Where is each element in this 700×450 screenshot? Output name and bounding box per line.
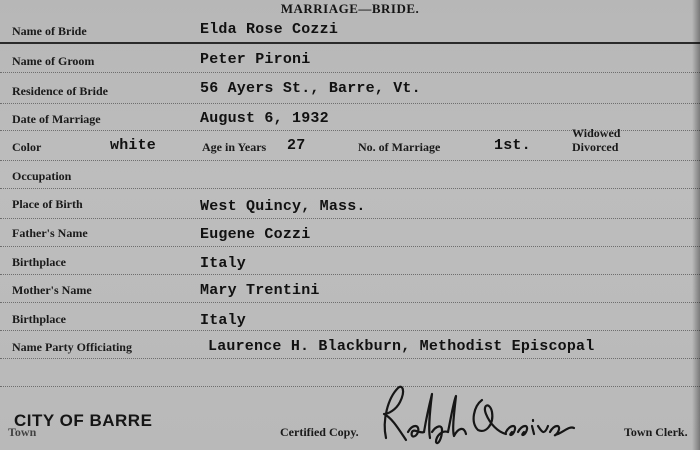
row-rule <box>0 218 700 219</box>
mother-name-label: Mother's Name <box>12 283 92 297</box>
row-rule <box>0 103 700 104</box>
color-value: white <box>110 137 157 154</box>
father-birthplace-value: Italy <box>200 255 247 272</box>
marriage-number-value: 1st. <box>494 137 531 154</box>
card-edge-shadow <box>692 0 700 450</box>
father-name-value: Eugene Cozzi <box>200 226 311 243</box>
father-birthplace-label: Birthplace <box>12 255 66 269</box>
place-of-birth-label: Place of Birth <box>12 197 83 211</box>
residence-value: 56 Ayers St., Barre, Vt. <box>200 80 421 97</box>
residence-label: Residence of Bride <box>12 84 108 98</box>
divorced-label: Divorced <box>572 140 619 154</box>
clerk-signature <box>372 380 587 448</box>
row-rule <box>0 358 700 359</box>
groom-name-value: Peter Pironi <box>200 51 311 68</box>
row-rule <box>0 386 700 387</box>
row-rule <box>0 330 700 331</box>
row-rule <box>0 72 700 73</box>
town-clerk-label: Town Clerk. <box>624 425 688 439</box>
marriage-number-label: No. of Marriage <box>358 140 441 154</box>
certified-copy-label: Certified Copy. <box>280 425 359 439</box>
officiant-label: Name Party Officiating <box>12 340 132 354</box>
bride-name-value: Elda Rose Cozzi <box>200 21 339 38</box>
age-label: Age in Years <box>202 140 267 154</box>
bride-name-label: Name of Bride <box>12 24 87 38</box>
occupation-label: Occupation <box>12 169 72 183</box>
row-rule <box>0 274 700 275</box>
row-rule <box>0 160 700 161</box>
town-label: Town <box>8 425 37 439</box>
mother-birthplace-label: Birthplace <box>12 312 66 326</box>
groom-name-label: Name of Groom <box>12 54 95 68</box>
marriage-date-value: August 6, 1932 <box>200 110 329 127</box>
widowed-label: Widowed <box>572 126 621 140</box>
marriage-date-label: Date of Marriage <box>12 112 101 126</box>
mother-name-value: Mary Trentini <box>200 282 320 299</box>
row-rule <box>0 188 700 189</box>
row-rule <box>0 302 700 303</box>
record-title: MARRIAGE—BRIDE. <box>280 1 420 16</box>
row-rule <box>0 246 700 247</box>
header-rule <box>0 42 700 44</box>
color-label: Color <box>12 140 42 154</box>
place-of-birth-value: West Quincy, Mass. <box>200 198 366 215</box>
mother-birthplace-value: Italy <box>200 312 247 329</box>
city-stamp: CITY OF BARRE <box>14 411 153 430</box>
officiant-value: Laurence H. Blackburn, Methodist Episcopal <box>208 338 595 355</box>
father-name-label: Father's Name <box>12 226 88 240</box>
age-value: 27 <box>287 137 306 154</box>
